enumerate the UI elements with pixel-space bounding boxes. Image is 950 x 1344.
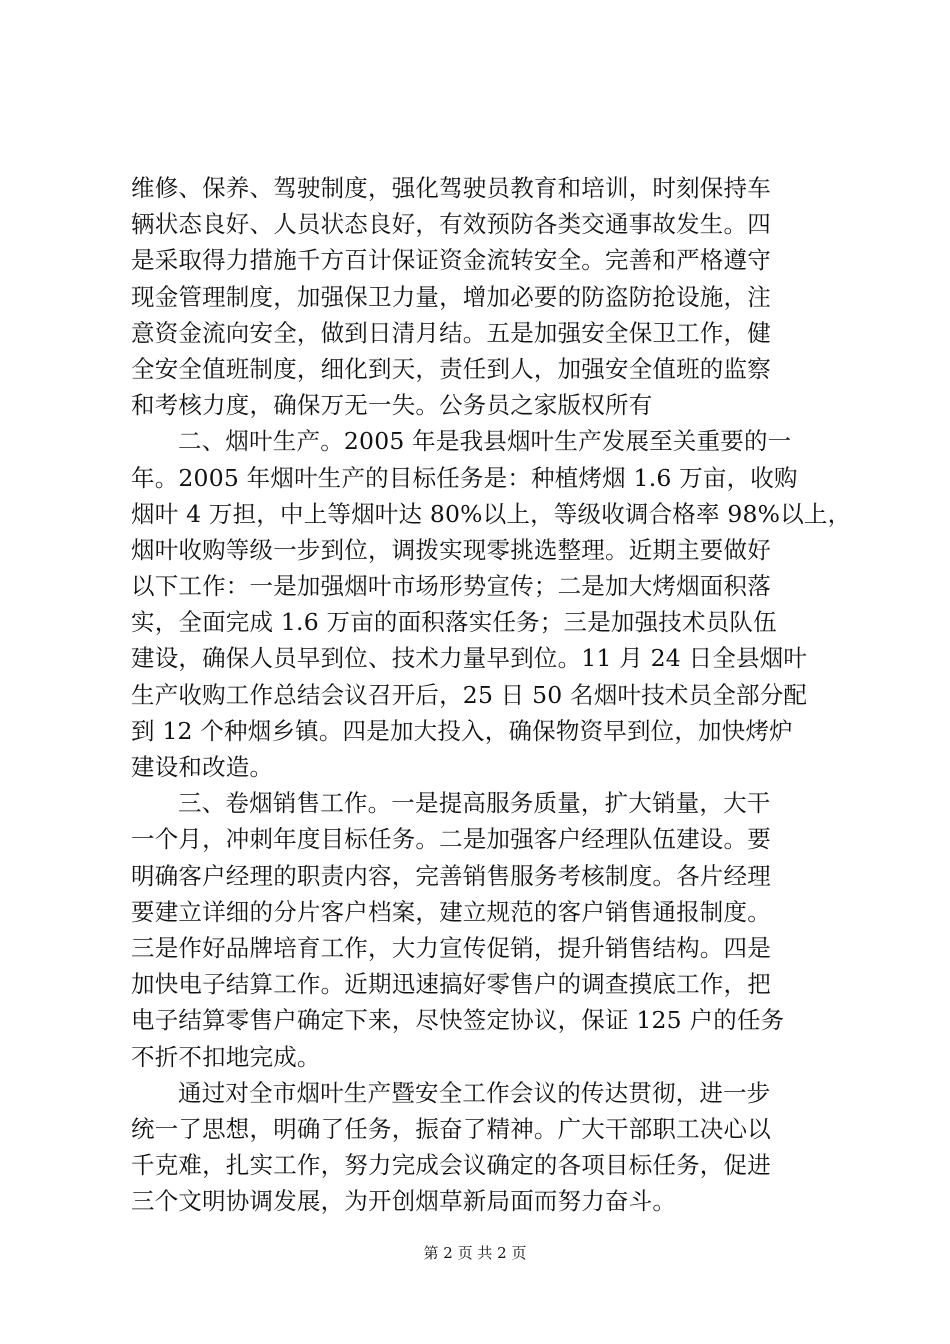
text-line: 烟叶收购等级一步到位，调拨实现零挑选整理。近期主要做好 [131, 535, 771, 564]
text-line: 建设和改造。 [131, 753, 274, 781]
document-body [131, 170, 852, 1219]
text-line: 是采取得力措施千方百计保证资金流转安全。完善和严格遵守 [131, 246, 771, 275]
text-line: 二、烟叶生产。2005 年是我县烟叶生产发展至关重要的一 [178, 427, 792, 456]
text-line: 千克难，扎实工作，努力完成会议确定的各项目标任务，促进 [131, 1151, 771, 1180]
text-line: 到 12 个种烟乡镇。四是加大投入，确保物资早到位，加快烤炉 [131, 716, 793, 745]
text-line: 意资金流向安全，做到日清月结。五是加强安全保卫工作，健 [131, 318, 771, 347]
text-line: 维修、保养、驾驶制度，强化驾驶员教育和培训，时刻保持车 [131, 174, 771, 202]
text-line: 现金管理制度，加强保卫力量，增加必要的防盗防抢设施，注 [131, 282, 771, 311]
text-line: 生产收购工作总结会议召开后，25 日 50 名烟叶技术员全部分配 [131, 680, 808, 709]
text-line: 不折不扣地完成。 [131, 1042, 321, 1071]
text-line: 建设，确保人员早到位、技术力量早到位。11 月 24 日全县烟叶 [131, 644, 808, 673]
text-line: 年。2005 年烟叶生产的目标任务是：种植烤烟 1.6 万亩，收购 [131, 463, 798, 492]
paragraph-cigarette-sales [131, 785, 831, 1075]
text-line: 统一了思想，明确了任务，振奋了精神。广大干部职工决心以 [131, 1114, 771, 1143]
paragraph-1 [131, 170, 831, 423]
text-line: 以下工作：一是加强烟叶市场形势宣传；二是加大烤烟面积落 [131, 572, 771, 601]
text-line: 实，全面完成 1.6 万亩的面积落实任务；三是加强技术员队伍 [131, 608, 777, 637]
text-line: 加快电子结算工作。近期迅速搞好零售户的调查摸底工作，把 [131, 970, 771, 999]
page-footer: 第 2 页 共 2 页 [423, 1244, 527, 1262]
text-line: 三是作好品牌培育工作，大力宣传促销，提升销售结构。四是 [131, 933, 771, 962]
text-line: 明确客户经理的职责内容，完善销售服务考核制度。各片经理 [131, 861, 771, 890]
paragraph-tobacco-production [131, 423, 852, 785]
text-line: 通过对全市烟叶生产暨安全工作会议的传达贯彻，进一步 [178, 1078, 771, 1107]
text-line: 电子结算零售户确定下来，尽快签定协议，保证 125 户的任务 [131, 1006, 785, 1035]
text-line: 三、卷烟销售工作。一是提高服务质量，扩大销量，大干 [178, 789, 771, 818]
paragraph-conclusion [131, 1075, 831, 1220]
text-line: 烟叶 4 万担，中上等烟叶达 80%以上，等级收调合格率 98%以上， [131, 499, 852, 528]
text-line: 辆状态良好、人员状态良好，有效预防各类交通事故发生。四 [131, 210, 771, 239]
text-line: 要建立详细的分片客户档案，建立规范的客户销售通报制度。 [131, 897, 771, 926]
text-line: 三个文明协调发展，为开创烟草新局面而努力奋斗。 [131, 1187, 677, 1216]
text-line: 全安全值班制度，细化到天，责任到人，加强安全值班的监察 [131, 354, 771, 383]
text-line: 和考核力度，确保万无一失。公务员之家版权所有 [131, 391, 653, 420]
text-line: 一个月，冲刺年度目标任务。二是加强客户经理队伍建设。要 [131, 825, 771, 854]
